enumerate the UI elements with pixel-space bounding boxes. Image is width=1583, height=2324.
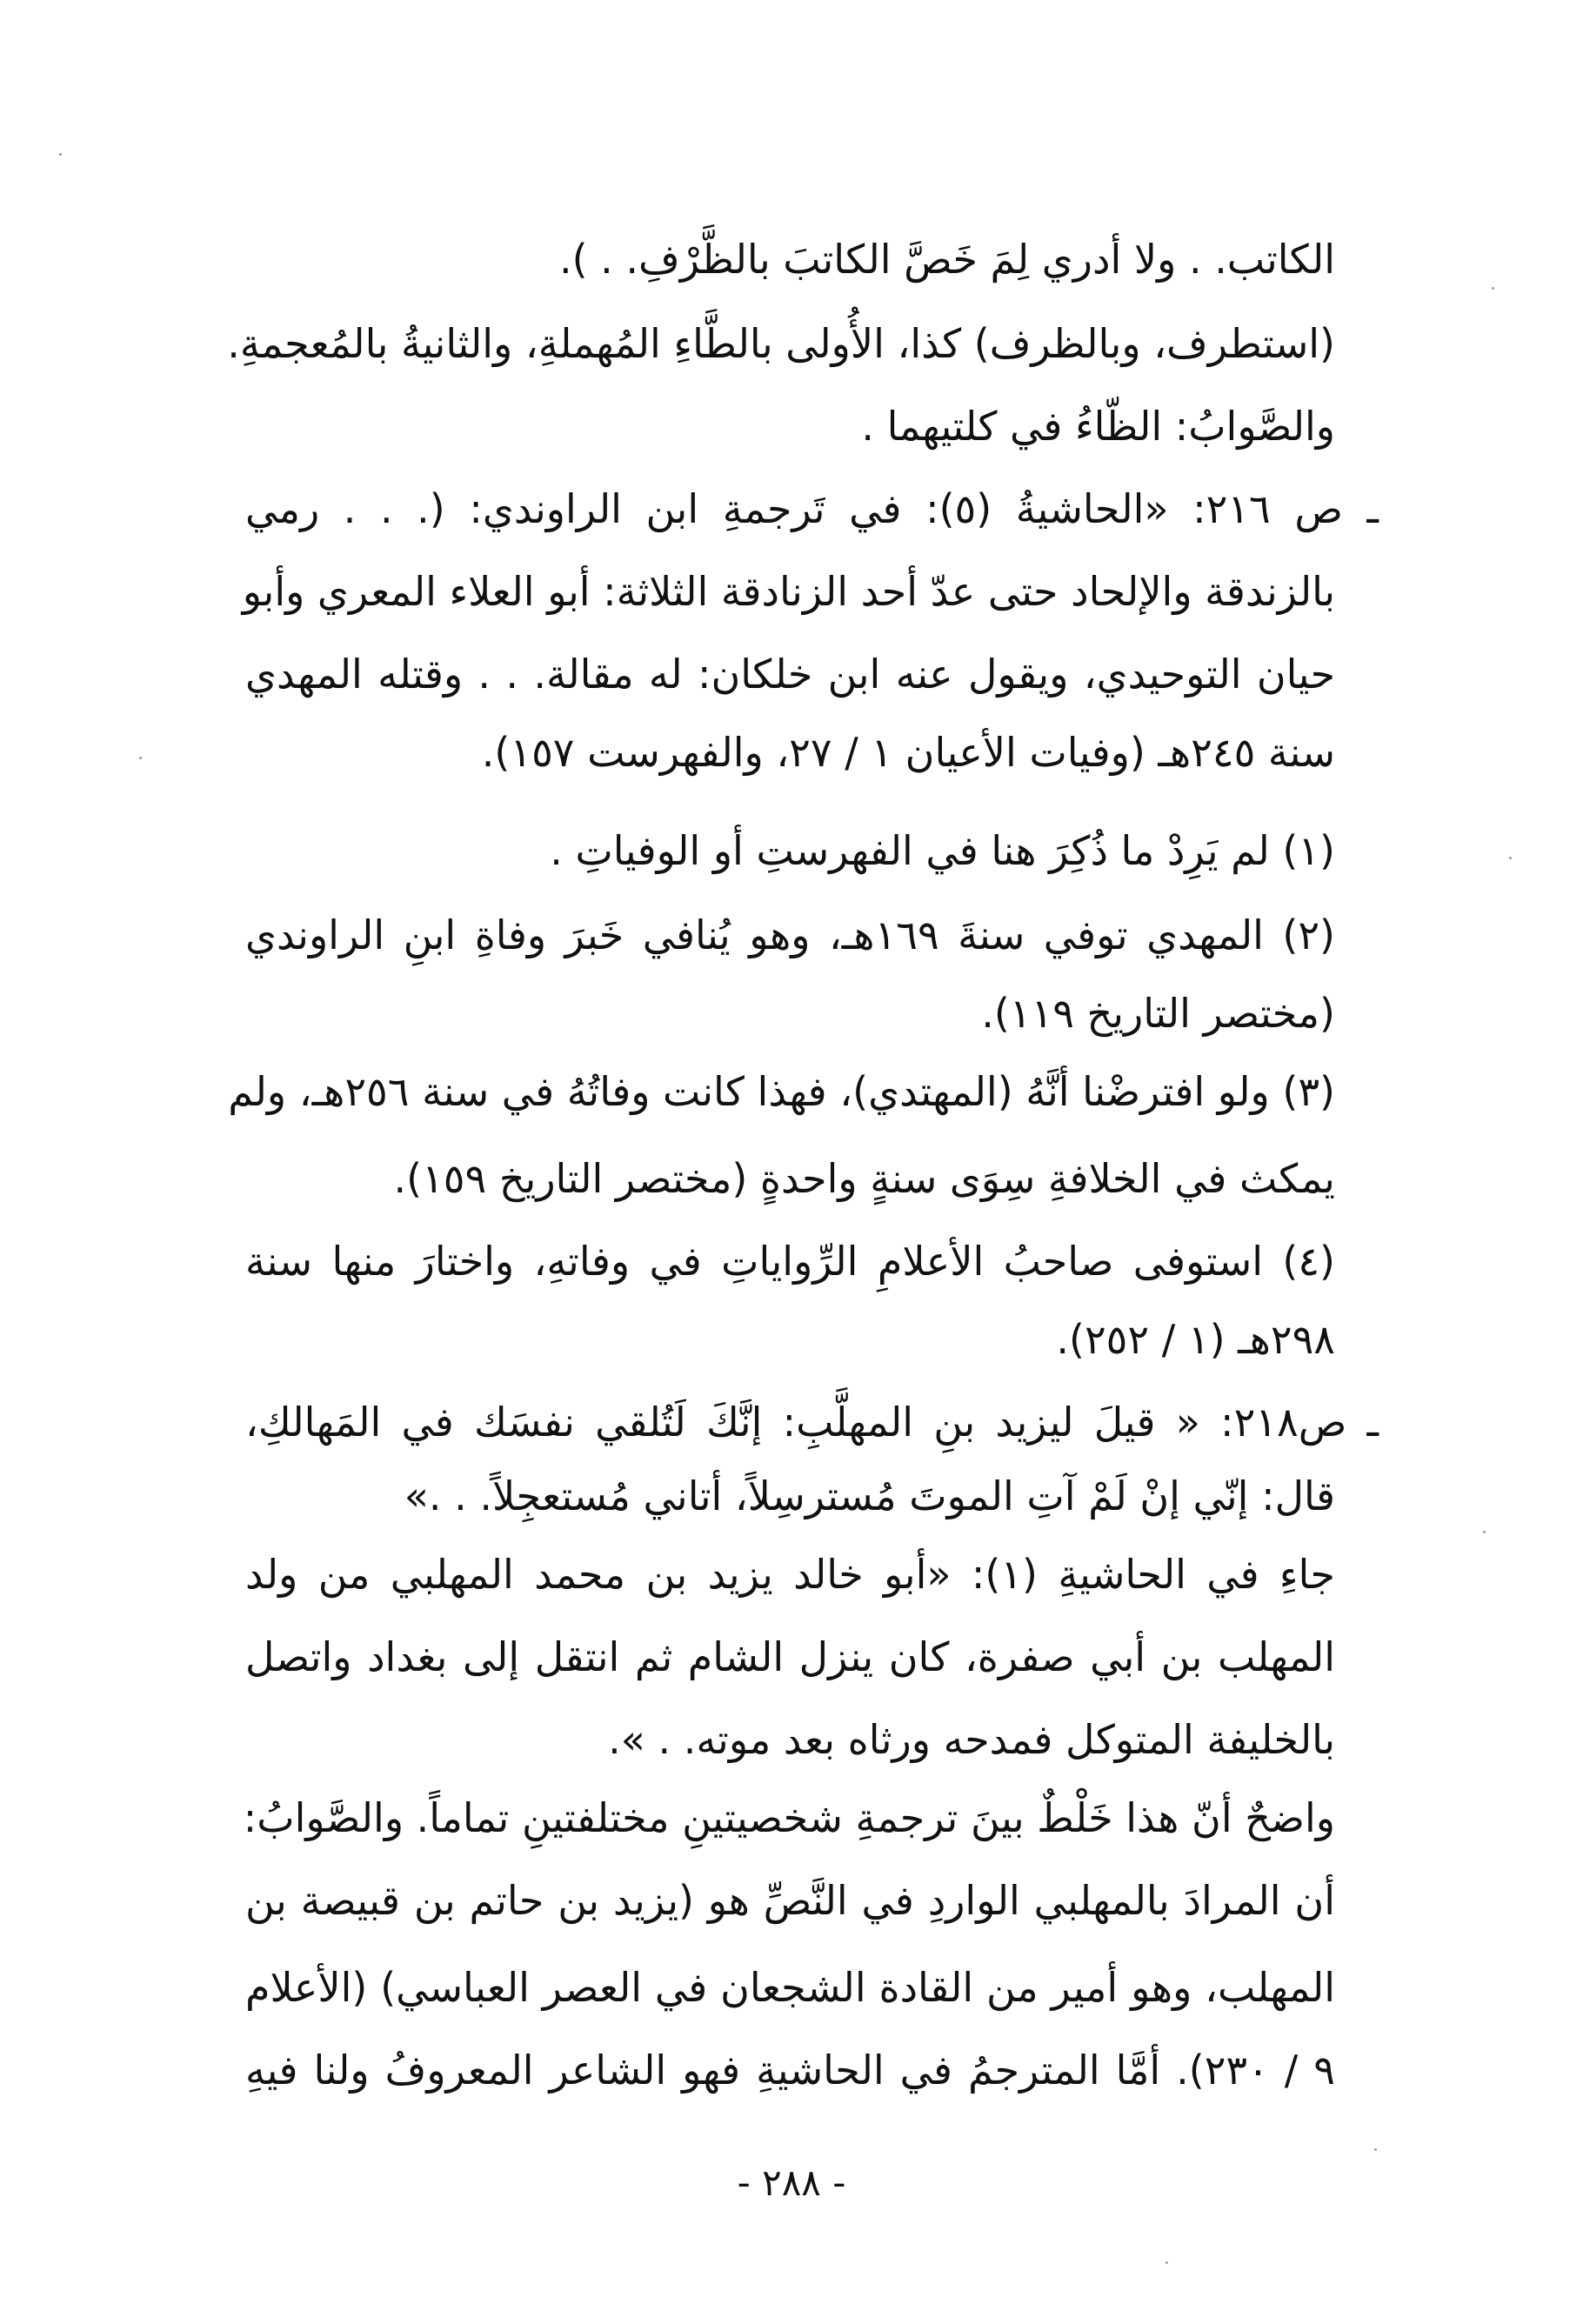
scan-speck (1166, 2261, 1168, 2264)
entry-page-218-line-1: ـ ص٢١٨: « قيلَ ليزيد بنِ المهلَّبِ: إنَّكَ لَتُلقي نفسَك في المَهالكِ، (245, 1399, 1379, 1446)
entry-page-218-line-4: المهلب بن أبي صفرة، كان ينزل الشام ثم انتقل إلى بغداد واتصل (245, 1633, 1335, 1680)
footnote-3-line-2: يمكث في الخلافةِ سِوَى سنةٍ واحدةٍ (مختصر التاريخ ١٥٩). (393, 1155, 1335, 1202)
scan-speck (139, 757, 142, 759)
scan-speck (1492, 287, 1494, 290)
entry-page-216-line-3: حيان التوحيدي، ويقول عنه ابن خلكان: له مقالة. . . وقتله المهدي (245, 651, 1335, 698)
entry-page-218-line-8: المهلب، وهو أمير من القادة الشجعان في العصر العباسي) (الأعلام (245, 1964, 1335, 2011)
text-line-3: والصَّوابُ: الظّاءُ في كلتيهما . (861, 403, 1335, 450)
entry-page-218-line-5: بالخليفة المتوكل فمدحه ورثاه بعد موته. . ». (608, 1716, 1335, 1763)
footnote-1: (١) لم يَرِدْ ما ذُكِرَ هنا في الفهرستِ أو الوفياتِ . (550, 827, 1335, 874)
scan-speck (59, 153, 62, 156)
scan-speck (1483, 1531, 1486, 1533)
entry-page-218-line-6: واضحٌ أنّ هذا خَلْطٌ بينَ ترجمةِ شخصيتينِ مختلفتينِ تماماً. والصَّوابُ: (243, 1794, 1335, 1841)
entry-page-216-line-1: ـ ص ٢١٦: «الحاشيةُ (٥): في تَرجمةِ ابن الراوندي: (. . . رمي (245, 485, 1379, 532)
entry-page-218-line-2: قال: إنّي إنْ لَمْ آتِ الموتَ مُسترسِلاً، أتاني مُستعجِلاً. . .» (404, 1473, 1335, 1519)
footnote-2-line-1: (٢) المهدي توفي سنةَ ١٦٩هـ، وهو يُنافي خَبرَ وفاةِ ابنِ الراوندي (245, 912, 1335, 958)
entry-page-218-line-9: ٩ / ٢٣٠). أمَّا المترجمُ في الحاشيةِ فهو الشاعر المعروفُ ولنا فيهِ (245, 2047, 1336, 2094)
footnote-4-line-1: (٤) استوفى صاحبُ الأعلامِ الرِّواياتِ في وفاتهِ، واختارَ منها سنة (245, 1238, 1335, 1285)
entry-page-216-line-2: بالزندقة والإلحاد حتى عدّ أحد الزنادقة الثلاثة: أبو العلاء المعري وأبو (242, 568, 1335, 615)
text-line-1: الكاتب. . ولا أدري لِمَ خَصَّ الكاتبَ بالظَّرْفِ. . ). (558, 236, 1335, 283)
entry-page-216-line-4: سنة ٢٤٥هـ (وفيات الأعيان ١ / ٢٧، والفهرست ١٥٧). (481, 729, 1335, 776)
scan-speck (1374, 2148, 1377, 2151)
entry-page-218-line-7: أن المرادَ بالمهلبي الواردِ في النَّصِّ هو (يزيد بن حاتم بن قبيصة بن (245, 1877, 1335, 1924)
footnote-4-line-2: ٢٩٨هـ (١ / ٢٥٢). (1056, 1316, 1335, 1363)
footnote-3-line-1: (٣) ولو افترضْنا أنَّهُ (المهتدي)، فهذا كانت وفاتُهُ في سنة ٢٥٦هـ، ولم (228, 1068, 1335, 1115)
scan-speck (1509, 857, 1512, 859)
entry-page-218-line-3: جاءِ في الحاشيةِ (١): «أبو خالد يزيد بن محمد المهلبي من ولد (245, 1551, 1335, 1598)
footnote-2-line-2: (مختصر التاريخ ١١٩). (981, 990, 1335, 1037)
text-line-2: (استطرف، وبالظرف) كذا، الأُولى بالطَّاءِ المُهملةِ، والثانيةُ بالمُعجمةِ. (227, 320, 1335, 367)
page-number: - ٢٨٨ - (737, 2161, 846, 2204)
